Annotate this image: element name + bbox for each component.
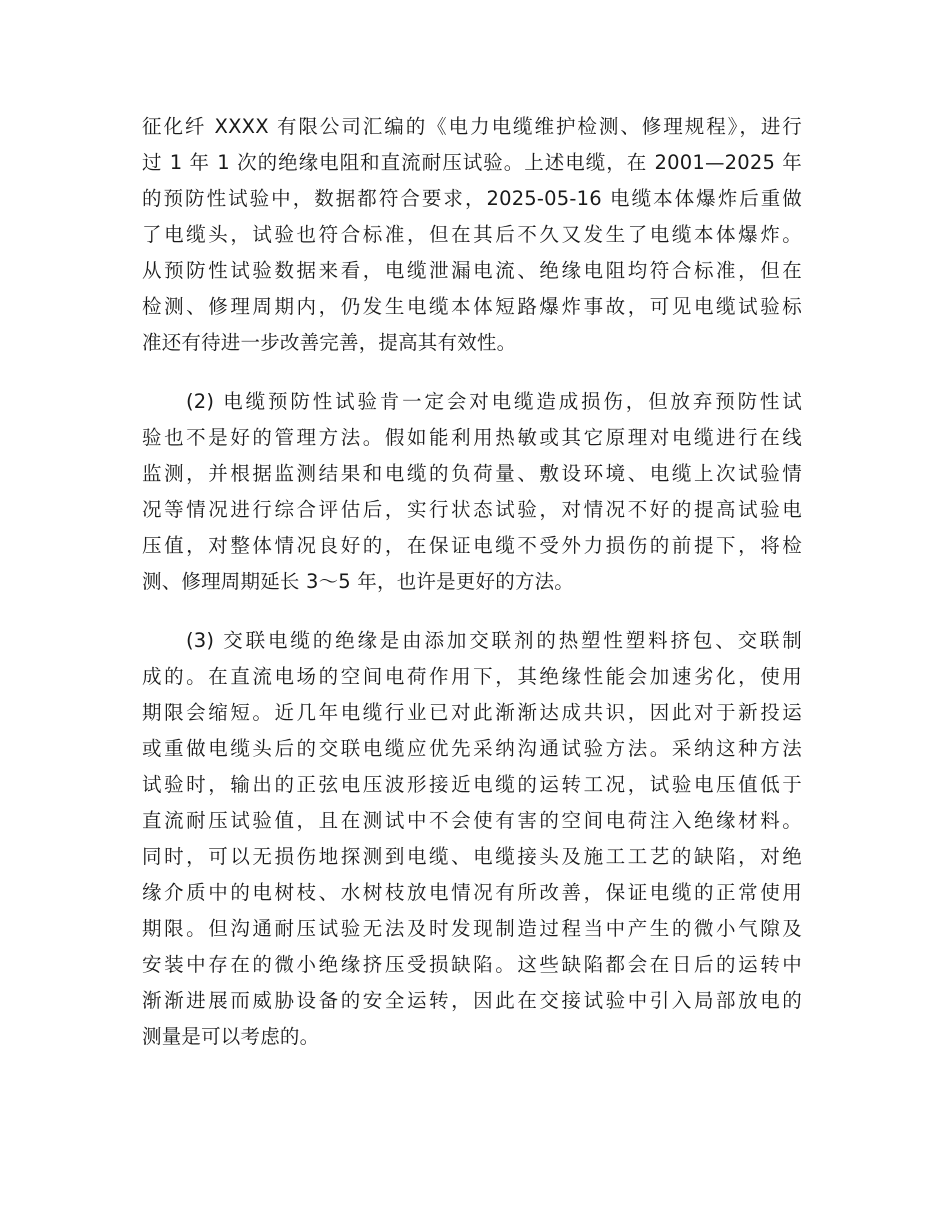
- text-line: 过 1 年 1 次的绝缘电阻和直流耐压试验。上述电缆，在 2001—2025 年: [142, 151, 802, 174]
- text-line: 期限会缩短。近几年电缆行业已对此渐渐达成共识，因此对于新投运: [142, 701, 802, 724]
- text-line: 征化纤 XXXX 有限公司汇编的《电力电缆维护检测、修理规程》，进行: [142, 115, 802, 138]
- text-line: 测量是可以考虑的。: [142, 1025, 320, 1048]
- text-line: 同时，可以无损伤地探测到电缆、电缆接头及施工工艺的缺陷，对绝: [142, 845, 802, 868]
- text-line: 了电缆头，试验也符合标准，但在其后不久又发生了电缆本体爆炸。: [142, 223, 802, 246]
- text-line: 渐渐进展而威胁设备的安全运转，因此在交接试验中引入局部放电的: [142, 989, 802, 1012]
- text-line: 的预防性试验中，数据都符合要求，2025-05-16 电缆本体爆炸后重做: [142, 187, 802, 210]
- text-line: 况等情况进行综合评估后，实行状态试验，对情况不好的提高试验电: [142, 498, 802, 521]
- text-line: 测、修理周期延长 3～5 年，也许是更好的方法。: [142, 570, 575, 593]
- text-line: 验也不是好的管理方法。假如能利用热敏或其它原理对电缆进行在线: [142, 426, 802, 449]
- text-line: 检测、修理周期内，仍发生电缆本体短路爆炸事故，可见电缆试验标: [142, 295, 802, 318]
- text-line: 缘介质中的电树枝、水树枝放电情况有所改善，保证电缆的正常使用: [142, 881, 802, 904]
- text-line: 期限。但沟通耐压试验无法及时发现制造过程当中产生的微小气隙及: [142, 917, 802, 940]
- text-line: 或重做电缆头后的交联电缆应优先采纳沟通试验方法。采纳这种方法: [142, 737, 802, 760]
- text-line: (3) 交联电缆的绝缘是由添加交联剂的热塑性塑料挤包、交联制: [186, 629, 802, 652]
- text-line: (2) 电缆预防性试验肯一定会对电缆造成损伤，但放弃预防性试: [186, 390, 802, 413]
- text-line: 成的。在直流电场的空间电荷作用下，其绝缘性能会加速劣化，使用: [142, 665, 802, 688]
- text-line: 准还有待进一步改善完善，提高其有效性。: [142, 331, 517, 354]
- text-line: 监测，并根据监测结果和电缆的负荷量、敷设环境、电缆上次试验情: [142, 462, 802, 485]
- text-line: 直流耐压试验值，且在测试中不会使有害的空间电荷注入绝缘材料。: [142, 809, 802, 832]
- text-line: 安装中存在的微小绝缘挤压受损缺陷。这些缺陷都会在日后的运转中: [142, 953, 802, 976]
- text-line: 压值，对整体情况良好的，在保证电缆不受外力损伤的前提下，将检: [142, 534, 802, 557]
- text-line: 试验时，输出的正弦电压波形接近电缆的运转工况，试验电压值低于: [142, 773, 802, 796]
- text-line: 从预防性试验数据来看，电缆泄漏电流、绝缘电阻均符合标准，但在: [142, 259, 802, 282]
